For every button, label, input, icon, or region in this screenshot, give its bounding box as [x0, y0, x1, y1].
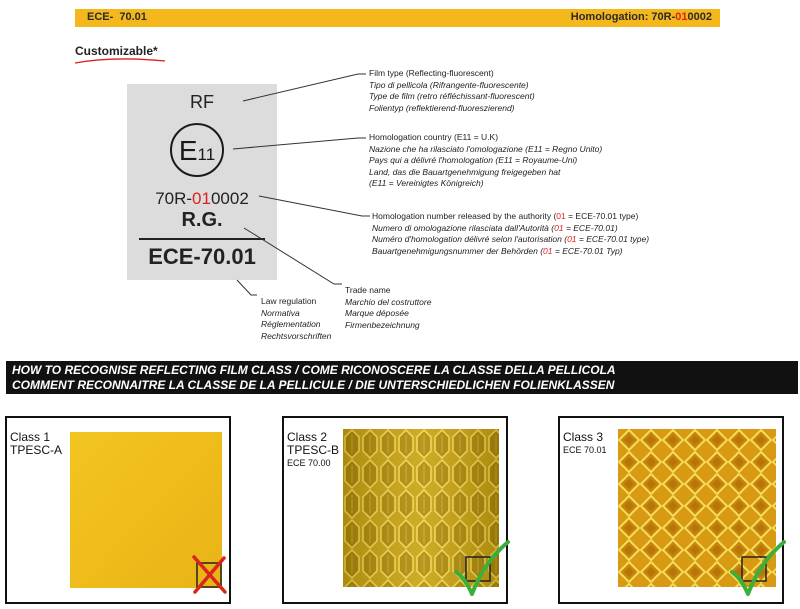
class-3-regulation: ECE 70.01 [563, 445, 607, 455]
section-heading-line-2: COMMENT RECONNAITRE LA CLASSE DE LA PELLICULE / DIE UNTERSCHIEDLICHEN FOLIENKLASSEN [12, 378, 615, 392]
header-regulation: ECE- 70.01 [87, 11, 147, 23]
header-homologation: Homologation: 70R-010002 [570, 11, 712, 23]
annotation-law: Law regulation Normativa Réglementation Rechtsvorschriften [261, 296, 332, 341]
annotation-trade-name: Trade name Marchio del costruttore Marque déposée Firmenbezeichnung [345, 285, 432, 330]
class-2-title: Class 2 [287, 430, 328, 444]
class-2-panel [282, 416, 508, 604]
film-code: RF [190, 92, 214, 112]
class-3-title: Class 3 [563, 430, 604, 444]
class-1-panel [5, 416, 231, 604]
class-2-valid-mark [454, 538, 510, 600]
class-1-title: Class 1 [10, 430, 51, 444]
class-3-valid-mark [730, 538, 786, 600]
annotation-film-type: Film type (Reflecting-fluorescent) Tipo di pellicola (Rifrangente-fluorescente) Type de film (retro réfléchissant-fluorescent) Folientyp (reflektierend-fluoreszierend) [369, 68, 535, 113]
annotation-number: Homologation number released by the authority (01 = ECE-70.01 type) Numero di omologazione rilasciata dall'Autorità (01 = ECE-70.01) Numéro d'homologation délivré selon l'autorisation (01 = ECE-70.01 type) Bauartgenehmigungsnummer der Behörden (01 = ECE-70.01 Typ) [372, 211, 650, 256]
regulation-code: ECE-70.01 [148, 244, 256, 269]
section-heading [6, 361, 798, 394]
homologation-number: 70R-010002 [155, 189, 249, 208]
class-3-panel [558, 416, 784, 604]
class-1-invalid-mark [191, 554, 231, 596]
class-2-regulation: ECE 70.00 [287, 458, 331, 468]
class-1-code: TPESC-A [10, 443, 63, 457]
section-heading-line-1: HOW TO RECOGNISE REFLECTING FILM CLASS / COME RICONOSCERE LA CLASSE DELLA PELLICOLA [12, 363, 616, 377]
annotation-country: Homologation country (E11 = U.K) Nazione che ha rilasciato l'omologazione (E11 = Regno Unito) Pays qui a délivré l'homologation (E11 = Royaume-Uni) Land, das die Bauartgenehmigung freigegeben hat (E11 = Vereinigtes Königreich) [369, 132, 603, 188]
class-2-code: TPESC-B [287, 443, 340, 457]
customizable-title: Customizable* [75, 44, 158, 58]
e-mark-letter: E [178, 135, 198, 166]
e-mark-number: 11 [197, 145, 216, 164]
trade-mark: R.G. [181, 209, 223, 231]
